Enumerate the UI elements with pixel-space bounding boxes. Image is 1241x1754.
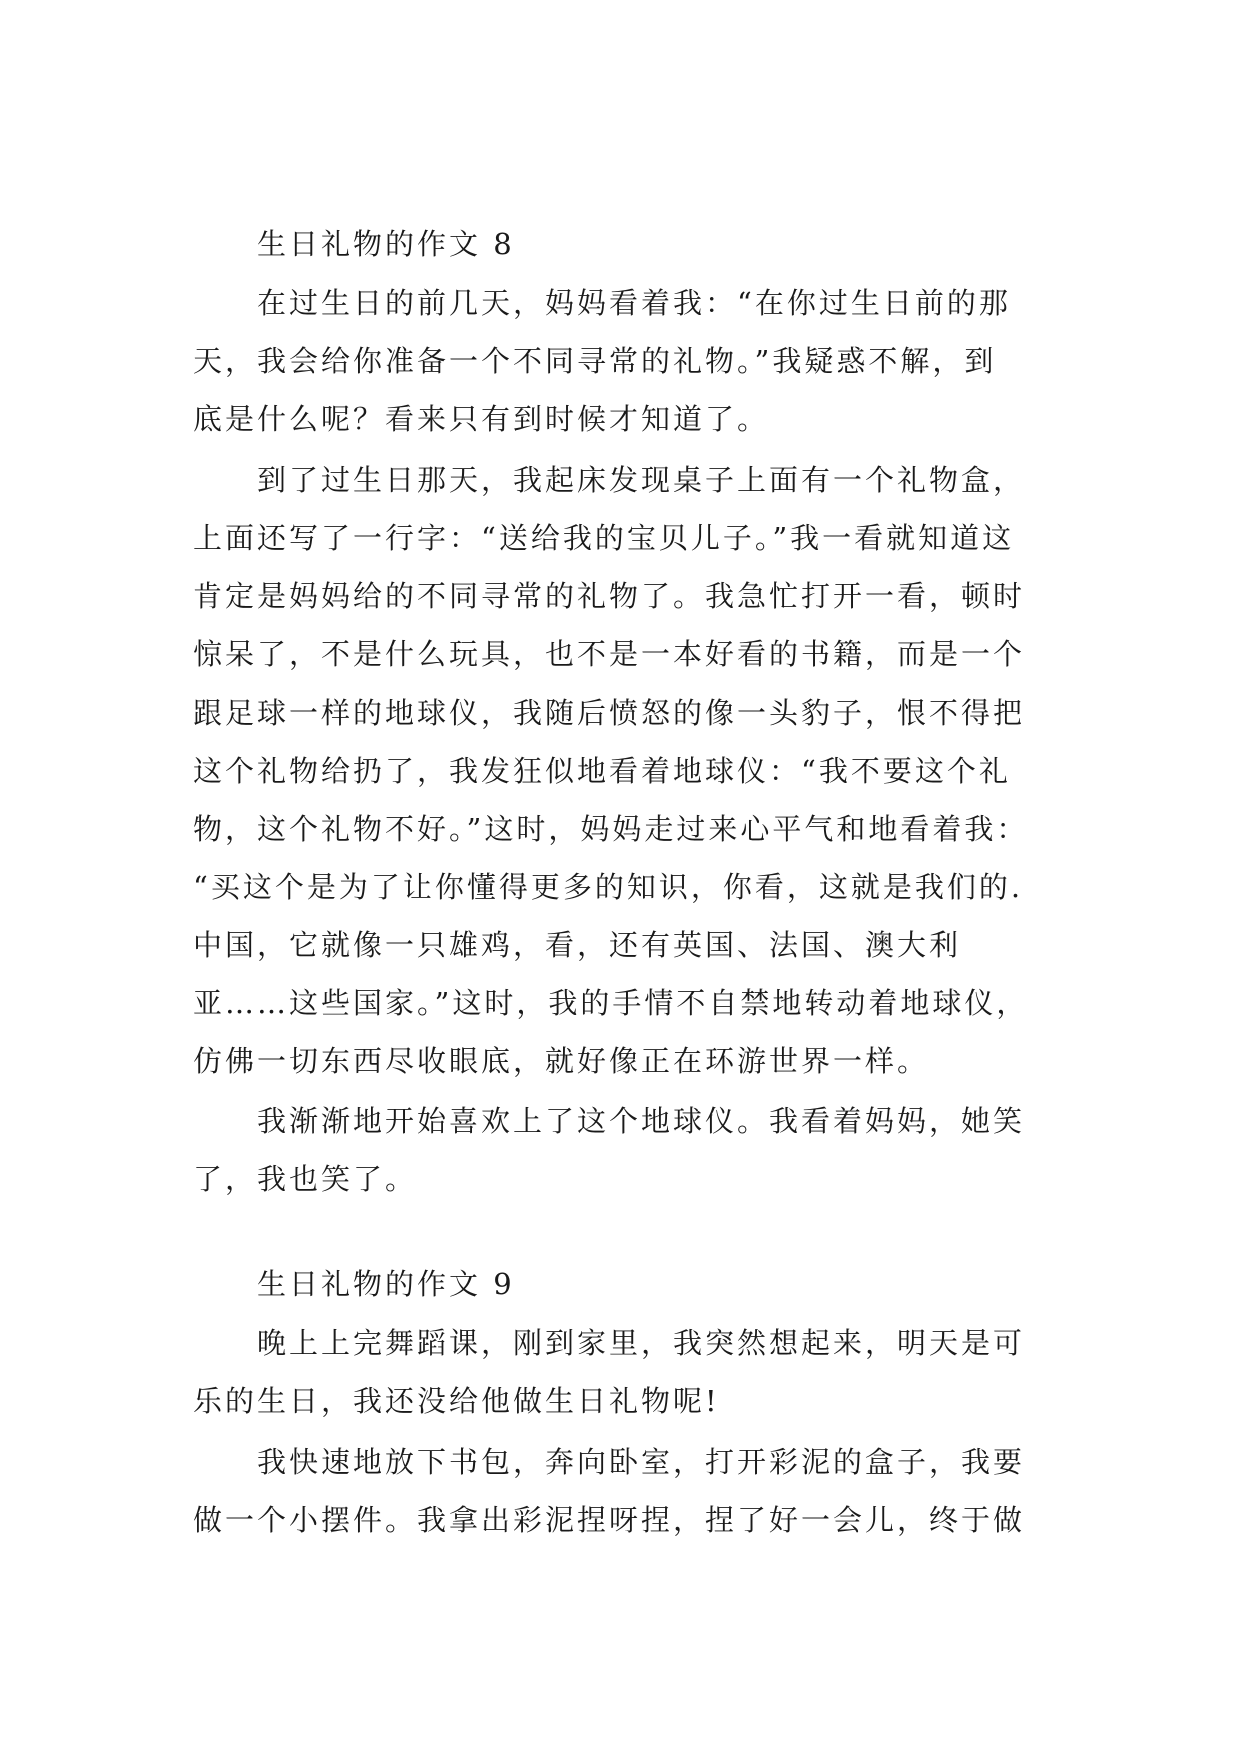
essay-9-title: 生日礼物的作文 9 [257,1267,515,1301]
essay-8-line: 惊呆了，不是什么玩具，也不是一本好看的书籍，而是一个 [193,637,1026,671]
essay-8-line: “买这个是为了让你懂得更多的知识，你看，这就是我们的. [193,870,1024,904]
essay-8-line: 在过生日的前几天，妈妈看着我：“在你过生日前的那 [257,286,1011,320]
essay-9-line: 乐的生日，我还没给他做生日礼物呢! [193,1384,720,1418]
essay-8-line: 到了过生日那天，我起床发现桌子上面有一个礼物盒， [257,463,1026,497]
essay-8-line: 上面还写了一行字：“送给我的宝贝儿子。”我一看就知道这 [193,521,1015,555]
essay-8-line: 了，我也笑了。 [193,1162,418,1196]
essay-8-line: 物，这个礼物不好。”这时，妈妈走过来心平气和地看着我： [193,812,1029,846]
essay-8-line: 中国，它就像一只雄鸡，看，还有英国、法国、澳大利 [193,928,962,962]
essay-8-title: 生日礼物的作文 8 [257,227,515,261]
essay-9-line: 我快速地放下书包，奔向卧室，打开彩泥的盒子，我要 [257,1445,1026,1479]
essay-8-line: 跟足球一样的地球仪，我随后愤怒的像一头豹子，恨不得把 [193,696,1026,730]
essay-8-line: 仿佛一切东西尽收眼底，就好像正在环游世界一样。 [193,1044,930,1078]
essay-8-line: 天，我会给你准备一个不同寻常的礼物。”我疑惑不解，到 [193,344,997,378]
essay-9-line: 晚上上完舞蹈课，刚到家里，我突然想起来，明天是可 [257,1326,1026,1360]
essay-8-line: 亚……这些国家。”这时，我的手情不自禁地转动着地球仪， [193,986,1029,1020]
essay-8-line: 我渐渐地开始喜欢上了这个地球仪。我看着妈妈，她笑 [257,1104,1026,1138]
essay-8-line: 底是什么呢？看来只有到时候才知道了。 [193,402,770,436]
essay-9-line: 做一个小摆件。我拿出彩泥捏呀捏，捏了好一会儿，终于做 [193,1503,1026,1537]
essay-8-line: 这个礼物给扔了，我发狂似地看着地球仪：“我不要这个礼 [193,754,1011,788]
essay-8-line: 肯定是妈妈给的不同寻常的礼物了。我急忙打开一看，顿时 [193,579,1026,613]
